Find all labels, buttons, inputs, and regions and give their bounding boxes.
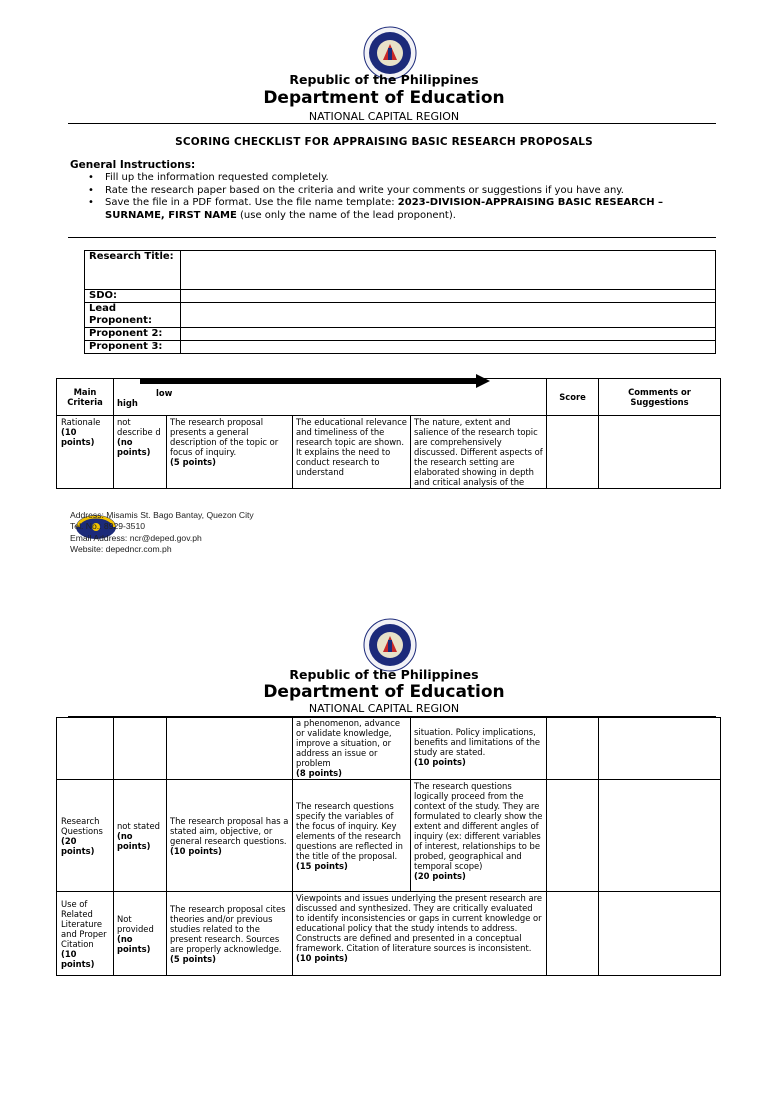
info-row-sdo [85,290,716,303]
level-3-cell: The nature, extent and salience of the research topic are comprehensively discussed. Different aspects of the research setting are elaborated showing in depth and critical analysis of the [411,416,547,489]
criteria-cell: Use of Related Literature and Proper Citation (10 points) [57,892,114,976]
republic-heading: Republic of the Philippines [289,72,479,87]
comments-cell[interactable] [599,892,721,976]
level-1-cell: The research proposal cites theories and/or previous studies related to the present research. Sources are properly acknowledge. (5 points) [167,892,293,976]
comments-header: Comments or Suggestions [599,379,721,416]
info-row-proponent3 [85,341,716,354]
score-cell[interactable] [547,780,599,892]
info-label: Proponent 2: [85,328,181,341]
department-heading: Department of Education [263,88,505,108]
address-line: Address: Misamis St. Bago Bantay, Quezon City [70,510,254,520]
level-1-cell: The research proposal has a stated aim, objective, or general research questions. (10 points) [167,780,293,892]
research-title-field[interactable] [181,251,716,290]
proposal-info-table [84,250,716,354]
department-heading: Department of Education [263,682,505,702]
info-label: Lead Proponent: [85,303,181,328]
comments-cell[interactable] [599,780,721,892]
instructions-heading: General Instructions: [70,159,196,171]
address-block [70,510,254,555]
score-cell[interactable] [547,416,599,489]
rubric-row-rationale-continued [57,718,721,780]
info-row-lead [85,303,716,328]
level-1-cell [167,718,293,780]
scale-low-label: low [156,388,173,398]
level-1-cell: The research proposal presents a general description of the topic or focus of inquiry. (5 points) [167,416,293,489]
document-title: SCORING CHECKLIST FOR APPRAISING BASIC RESEARCH PROPOSALS [175,136,593,148]
level-0-cell [114,718,167,780]
score-cell[interactable] [547,892,599,976]
rubric-table-page-2 [56,717,721,976]
sdo-field[interactable] [181,290,716,303]
level-3-cell: The research questions logically proceed from the context of the study. They are formulated to clearly show the extent and different angles of inquiry (ex: different variables of interest, relationships to be probed, geographical and temporal scope) (20 points) [411,780,547,892]
scale-arrow-icon [140,374,490,388]
criteria-cell: Rationale (10 points) [57,416,114,489]
website-line: Website: depedncr.com.ph [70,543,172,554]
rubric-row-related-literature [57,892,721,976]
republic-heading: Republic of the Philippines [289,667,479,682]
level-2-cell: The educational relevance and timeliness of the research topic are shown. It explains the need to conduct research to understand [293,416,411,489]
score-header: Score [547,379,599,416]
rubric-row-research-questions [57,780,721,892]
comments-cell[interactable] [599,416,721,489]
level-0-cell: Not provided (no points) [114,892,167,976]
proponent-3-field[interactable] [181,341,716,354]
info-label: Proponent 3: [85,341,181,354]
score-cell[interactable] [547,718,599,780]
deped-seal-logo [363,618,417,672]
lead-proponent-field[interactable] [181,303,716,328]
region-heading: NATIONAL CAPITAL REGION [308,110,460,123]
scale-high-label: high [117,398,138,408]
instruction-item: • Rate the research paper based on the criteria and write your comments or suggestions if you have any. [88,184,624,196]
level-2-3-cell: Viewpoints and issues underlying the present research are discussed and synthesized. They are critically evaluated to identify inconsistencies or gaps in current knowledge or educational policy that the study intends to address. Constructs are defined and presented in a conceptual framework. Citation of literature sources is inconsistent. (10 points) [293,892,547,976]
level-3-cell: situation. Policy implications, benefits and limitations of the study are stated. (10 points) [411,718,547,780]
proponent-2-field[interactable] [181,328,716,341]
instruction-item: • Save the file in a PDF format. Use the file name template: 2023-DIVISION-APPRAISING BASIC RESEARCH – SURNAME, FIRST NAME (use only the name of the lead proponent). [88,197,664,221]
level-2-cell: a phenomenon, advance or validate knowledge, improve a situation, or address an issue or problem (8 points) [293,718,411,780]
email-line: Email Address: ncr@deped.gov.ph [70,532,202,543]
rubric-row-rationale [57,416,721,489]
telephone-line: Tel. No.: 8929-3510 [70,521,146,532]
instructions-list [88,172,720,222]
info-row-proponent2 [85,328,716,341]
level-2-cell: The research questions specify the variables of the focus of inquiry. Key elements of the research questions are reflected in the title of the proposal. (15 points) [293,780,411,892]
info-row-title [85,251,716,290]
instructions-divider [68,237,716,238]
comments-cell[interactable] [599,718,721,780]
criteria-cell [57,718,114,780]
level-0-cell: not stated (no points) [114,780,167,892]
region-heading: NATIONAL CAPITAL REGION [308,702,460,715]
header-divider [68,123,716,124]
criteria-cell: Research Questions (20 points) [57,780,114,892]
rubric-table-page-1 [56,378,721,489]
info-label: Research Title: [85,251,181,290]
main-criteria-header: Main Criteria [57,379,114,416]
info-label: SDO: [85,290,181,303]
level-0-cell: not describe d (no points) [114,416,167,489]
instruction-item: • Fill up the information requested completely. [88,172,329,183]
